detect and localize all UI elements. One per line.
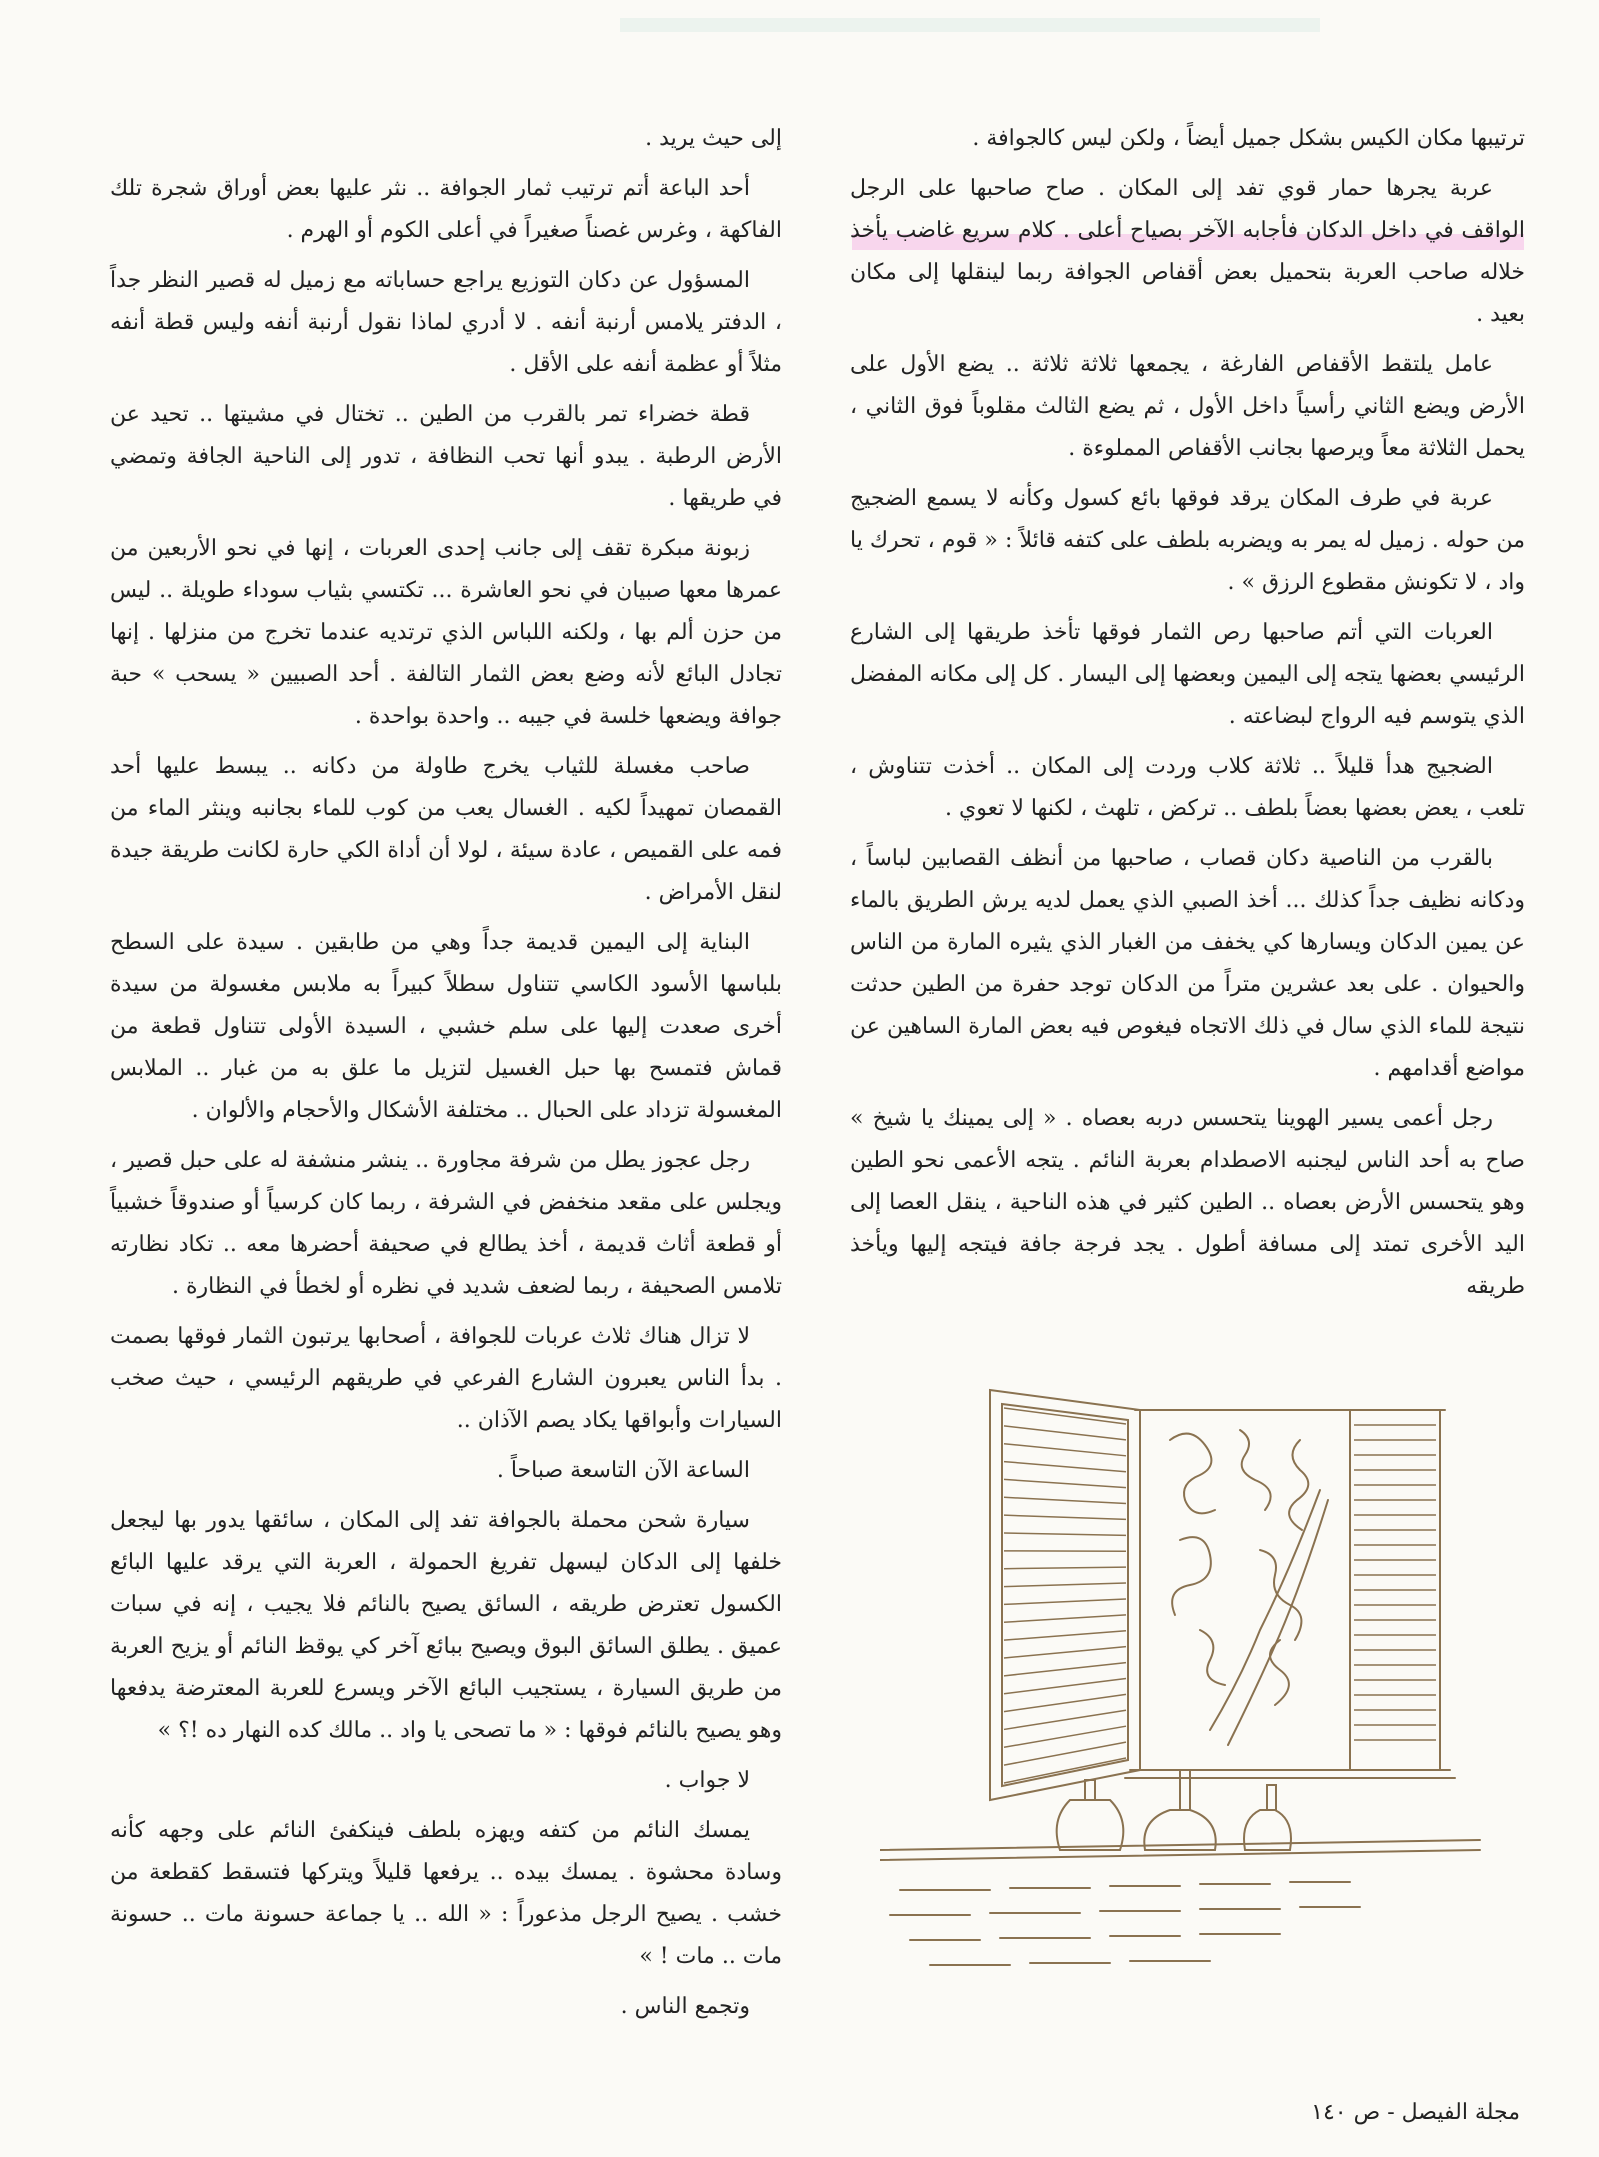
shutter-slat — [1004, 1726, 1126, 1747]
paragraph: عربة يجرها حمار قوي تفد إلى المكان . صاح صاحبها على الرجل الواقف في داخل الدكان فأجابه الآخر بصياح أعلى . كلام سريع غاضب يأخذ خلاله صاحب العربة بتحميل بعض أقفاص الجوافة ربما لينقلها إلى مكان بعيد . — [850, 176, 1525, 327]
paragraph: الضجيج هدأ قليلاً .. ثلاثة كلاب وردت إلى المكان .. أخذت تتناوش ، تلعب ، يعض بعضها بعضاً بلطف .. تركض ، تلهث ، لكنها لا تعوي . — [850, 754, 1525, 821]
shutter-slat — [1004, 1647, 1126, 1658]
shutter-slat — [1004, 1479, 1126, 1487]
paragraph: وتجمع الناس . — [620, 1994, 750, 2019]
paragraph: صاحب مغسلة للثياب يخرج طاولة من دكانه .. يبسط عليها أحد القمصان تمهيداً لكيه . الغسال يعب من كوب للماء بجانبه وينثر الماء من فمه على القميص ، عادة سيئة ، لولا أن أداة الكي حارة لكانت طريقة جيدة لنقل الأمراض . — [110, 754, 782, 905]
shutter-slat — [1004, 1426, 1126, 1440]
page-footer: مجلة الفيصل - ص ١٤٠ — [1311, 2100, 1520, 2125]
shutter-slat — [1004, 1599, 1126, 1604]
shutter-slat — [1004, 1444, 1126, 1456]
paragraph: لا تزال هناك ثلاث عربات للجوافة ، أصحابها يرتبون الثمار فوقها بصمت . بدأ الناس يعبرون الشارع الفرعي في طريقهم الرئيسي ، حيث صخب السيارات وأبواقها يكاد يصم الآذان .. — [110, 1324, 782, 1433]
shutter-slat — [1004, 1710, 1126, 1729]
shutter-slat — [1004, 1583, 1126, 1587]
window-sketch-illustration — [880, 1370, 1520, 1990]
paragraph: سيارة شحن محملة بالجوافة تفد إلى المكان ، سائقها يدور بها ليجعل خلفها إلى الدكان ليسهل تفريغ الحمولة ، العربة التي يرقد عليها البائع الكسول تعترض طريقه ، السائق يصيح بالنائم فلا يجيب ، إنه في سبات عميق . يطلق السائق البوق ويصيح ببائع آخر كي يوقظ النائم أو يزيح العربة من طريق السيارة ، يستجيب البائع الآخر ويسرع للعربة المعترضة يدفعها وهو يصيح بالنائم فوقها : « ما تصحى يا واد .. مالك كده النهار ده !؟ » — [110, 1508, 782, 1743]
paragraph: بالقرب من الناصية دكان قصاب ، صاحبها من أنظف القصابين لباساً ، ودكانه نظيف جداً كذلك ... أخذ الصبي الذي يعمل لديه يرش الطريق بالماء عن يمين الدكان ويسارها كي يخفف من الغبار الذي يثيره المارة من الناس والحيوان . على بعد عشرين متراً من الدكان توجد حفرة من الطين حدثت نتيجة للماء الذي سال في ذلك الاتجاه فيغوص فيه بعض المارة الساهين عن مواضع أقدامهم . — [850, 846, 1525, 1081]
shutter-slat — [1004, 1408, 1126, 1424]
shutter-slat — [1004, 1533, 1126, 1535]
paragraph: لا جواب . — [664, 1768, 750, 1793]
paragraph: رجل أعمى يسير الهوينا يتحسس دربه بعصاه . « إلى يمينك يا شيخ » صاح به أحد الناس ليجنبه الاصطدام بعربة النائم . يتجه الأعمى نحو الطين وهو يتحسس الأرض بعصاه .. الطين كثير في هذه الناحية ، ينقل العصا إلى اليد الأخرى تمتد إلى مسافة أطول . يجد فرجة جافة فيتجه إليها ويأخذ طريقه — [850, 1106, 1525, 1299]
shutter-slat — [1004, 1631, 1126, 1640]
paragraph: إلى حيث يريد . — [645, 126, 782, 151]
paragraph: زبونة مبكرة تقف إلى جانب إحدى العربات ، إنها في نحو الأربعين من عمرها معها صبيان في نحو العاشرة ... تكتسي بثياب سوداء طويلة .. ليس من حزن ألم بها ، ولكنه اللباس الذي ترتديه عندما تخرج من منزلها . إنها تجادل البائع لأنه وضع بعض الثمار التالفة . أحد الصبيين « يسحب » حبة جوافة ويضعها خلسة في جيبه .. واحدة بواحدة . — [110, 536, 782, 729]
paragraph: ترتيبها مكان الكيس بشكل جميل أيضاً ، ولكن ليس كالجوافة . — [972, 126, 1525, 151]
right-column — [850, 118, 1525, 1316]
paragraph: عربة في طرف المكان يرقد فوقها بائع كسول وكأنه لا يسمع الضجيج من حوله . زميل له يمر به ويضربه بلطف على كتفه قائلاً : « قوم ، تحرك يا واد ، لا تكونش مقطوع الرزق » . — [850, 486, 1526, 595]
shutter-slat — [1004, 1497, 1126, 1503]
shutter-slat — [1004, 1515, 1126, 1519]
shutter-slat — [1004, 1694, 1126, 1711]
window-shutters-sketch — [880, 1370, 1520, 1990]
shutter-slat — [1004, 1615, 1126, 1622]
paragraph: عامل يلتقط الأقفاص الفارغة ، يجمعها ثلاثة ثلاثة .. يضع الأول على الأرض ويضع الثاني رأسياً داخل الأول ، ثم يضع الثالث مقلوباً فوق الثاني ، يحمل الثلاثة معاً ويرصها بجانب الأقفاص المملوءة . — [850, 352, 1526, 461]
paragraph: أحد الباعة أتم ترتيب ثمار الجوافة .. نثر عليها بعض أوراق شجرة تلك الفاكهة ، وغرس غصناً صغيراً في أعلى الكوم أو الهرم . — [110, 176, 782, 243]
paragraph: رجل عجوز يطل من شرفة مجاورة .. ينشر منشفة له على حبل قصير ، ويجلس على مقعد منخفض في الشرفة ، ربما كان كرسياً أو صندوقاً خشبياً أو قطعة أثاث قديمة ، أخذ يطالع في صحيفة أحضرها معه .. تكاد نظارته تلامس الصحيفة ، ربما لضعف شديد في نظره أو لخطأ في النظارة . — [110, 1148, 782, 1299]
paragraph: قطة خضراء تمر بالقرب من الطين .. تختال في مشيتها .. تحيد عن الأرض الرطبة . يبدو أنها تحب النظافة ، تدور إلى الناحية الجافة وتمضي في طريقها . — [110, 402, 782, 511]
shutter-slat — [1004, 1678, 1126, 1693]
shutter-slat — [1004, 1567, 1126, 1569]
top-tint — [620, 18, 1320, 32]
shutter-slat — [1004, 1462, 1126, 1472]
paragraph: البناية إلى اليمين قديمة جداً وهي من طابقين . سيدة على السطح بلباسها الأسود الكاسي تتناول سطلاً كبيراً به ملابس مغسولة من سيدة أخرى صعدت إليها على سلم خشبي ، السيدة الأولى تتناول قطعة من قماش فتمسح بها حبل الغسيل لتزيل ما علق به من غبار .. الملابس المغسولة تزداد على الحبال .. مختلفة الأشكال والأحجام والألوان . — [110, 930, 782, 1123]
paragraph: يمسك النائم من كتفه ويهزه بلطف فينكفئ النائم على وجهه كأنه وسادة محشوة . يمسك بيده .. يرفعها قليلاً ويتركها فتسقط كقطعة من خشب . يصيح الرجل مذعوراً : « الله .. يا جماعة حسونة مات .. حسونة مات .. مات ! » — [110, 1818, 782, 1969]
paragraph: الساعة الآن التاسعة صباحاً . — [496, 1458, 750, 1483]
left-column — [110, 118, 782, 2036]
shutter-slat — [1004, 1663, 1126, 1676]
paragraph: العربات التي أتم صاحبها رص الثمار فوقها تأخذ طريقها إلى الشارع الرئيسي بعضها يتجه إلى اليمين وبعضها إلى اليسار . كل إلى مكانه المفضل الذي يتوسم فيه الرواج لبضاعته . — [850, 620, 1525, 729]
paragraph: المسؤول عن دكان التوزيع يراجع حساباته مع زميل له قصير النظر جداً ، الدفتر يلامس أرنبة أنفه . لا أدري لماذا نقول أرنبة أنفه وليس قطة أنفه مثلاً أو عظمة أنفه على الأقل . — [110, 268, 782, 377]
